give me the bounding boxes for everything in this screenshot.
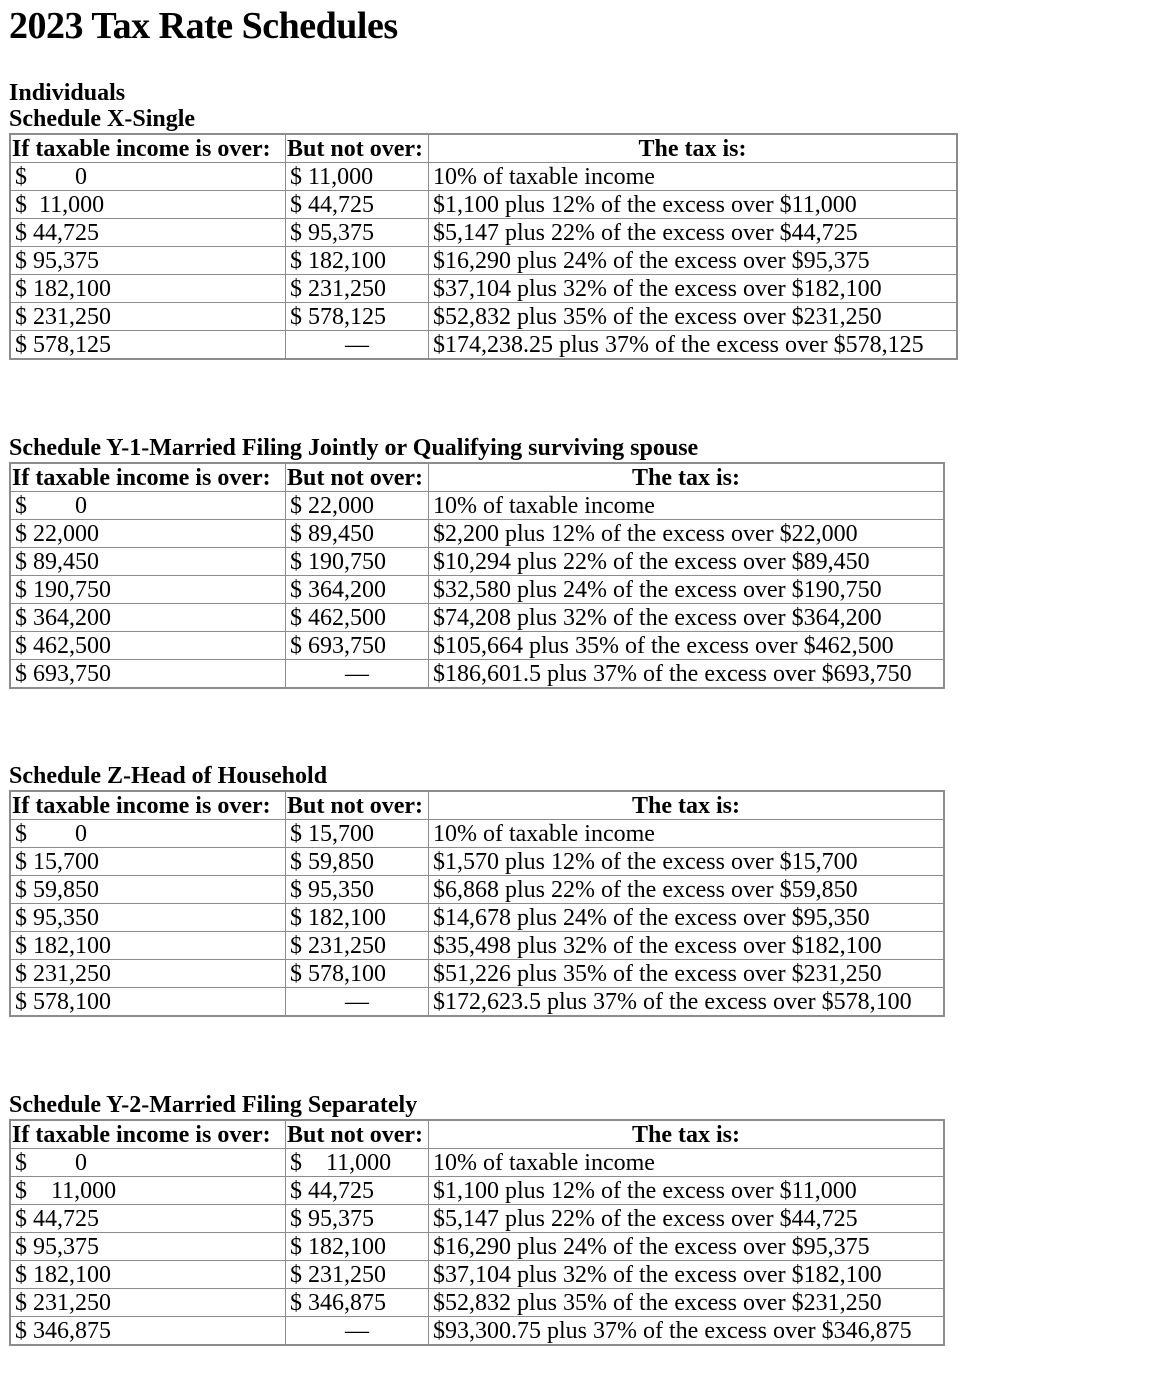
table-row	[10, 548, 944, 576]
cell-over: $ 190,750	[10, 576, 286, 604]
table-row	[10, 988, 944, 1017]
cell-over: $ 231,250	[10, 303, 286, 331]
schedule-z-table	[9, 790, 945, 1017]
cell-over: $ 11,000	[10, 191, 286, 219]
cell-over: $ 95,375	[10, 247, 286, 275]
header-over: If taxable income is over:	[10, 134, 286, 163]
cell-tax: $6,868 plus 22% of the excess over $59,850	[429, 876, 945, 904]
header-not-over: But not over:	[286, 791, 429, 820]
cell-not-over: $ 89,450	[286, 520, 429, 548]
cell-not-over: —	[286, 988, 429, 1017]
cell-not-over: $ 578,125	[286, 303, 429, 331]
header-tax: The tax is:	[429, 1120, 945, 1149]
table-row	[10, 520, 944, 548]
schedule-y1-title: Schedule Y-1-Married Filing Jointly or Qualifying surviving spouse	[9, 435, 699, 461]
table-row	[10, 1317, 944, 1346]
cell-tax: $51,226 plus 35% of the excess over $231,250	[429, 960, 945, 988]
page-title: 2023 Tax Rate Schedules	[9, 5, 398, 47]
cell-tax: 10% of taxable income	[429, 820, 945, 848]
table-row	[10, 1205, 944, 1233]
table-row	[10, 1177, 944, 1205]
cell-not-over: $ 44,725	[286, 1177, 429, 1205]
cell-not-over: $ 231,250	[286, 1261, 429, 1289]
cell-not-over: —	[286, 660, 429, 689]
cell-tax: $5,147 plus 22% of the excess over $44,725	[429, 1205, 945, 1233]
cell-not-over: $ 693,750	[286, 632, 429, 660]
cell-tax: $172,623.5 plus 37% of the excess over $578,100	[429, 988, 945, 1017]
cell-not-over: —	[286, 1317, 429, 1346]
cell-tax: $174,238.25 plus 37% of the excess over $578,125	[429, 331, 958, 360]
cell-tax: $74,208 plus 32% of the excess over $364,200	[429, 604, 945, 632]
schedule-y2-title: Schedule Y-2-Married Filing Separately	[9, 1092, 418, 1118]
cell-tax: $186,601.5 plus 37% of the excess over $693,750	[429, 660, 945, 689]
cell-tax: $16,290 plus 24% of the excess over $95,375	[429, 1233, 945, 1261]
schedule-z-title: Schedule Z-Head of Household	[9, 763, 328, 789]
header-tax: The tax is:	[429, 134, 958, 163]
cell-not-over: —	[286, 331, 429, 360]
subtitle-individuals: Individuals	[9, 80, 126, 106]
header-not-over: But not over:	[286, 134, 429, 163]
cell-not-over: $ 182,100	[286, 904, 429, 932]
cell-over: $ 182,100	[10, 1261, 286, 1289]
cell-not-over: $ 231,250	[286, 932, 429, 960]
cell-not-over: $ 190,750	[286, 548, 429, 576]
cell-tax: $1,100 plus 12% of the excess over $11,000	[429, 1177, 945, 1205]
cell-tax: $32,580 plus 24% of the excess over $190,750	[429, 576, 945, 604]
table-header-row	[10, 791, 944, 820]
cell-over: $ 364,200	[10, 604, 286, 632]
cell-not-over: $ 11,000	[286, 163, 429, 191]
cell-over: $ 0	[10, 820, 286, 848]
cell-not-over: $ 15,700	[286, 820, 429, 848]
table-row	[10, 191, 957, 219]
cell-not-over: $ 182,100	[286, 247, 429, 275]
cell-tax: $93,300.75 plus 37% of the excess over $346,875	[429, 1317, 945, 1346]
table-row	[10, 275, 957, 303]
table-header-row	[10, 463, 944, 492]
table-row	[10, 604, 944, 632]
header-over: If taxable income is over:	[10, 1120, 286, 1149]
cell-over: $ 231,250	[10, 1289, 286, 1317]
cell-over: $ 578,100	[10, 988, 286, 1017]
table-header-row	[10, 134, 957, 163]
table-row	[10, 247, 957, 275]
table-row	[10, 820, 944, 848]
table-row	[10, 1289, 944, 1317]
cell-not-over: $ 462,500	[286, 604, 429, 632]
cell-tax: $1,570 plus 12% of the excess over $15,700	[429, 848, 945, 876]
cell-tax: $35,498 plus 32% of the excess over $182,100	[429, 932, 945, 960]
table-row	[10, 848, 944, 876]
header-not-over: But not over:	[286, 463, 429, 492]
table-row	[10, 660, 944, 689]
cell-over: $ 15,700	[10, 848, 286, 876]
cell-over: $ 693,750	[10, 660, 286, 689]
table-row	[10, 904, 944, 932]
header-tax: The tax is:	[429, 463, 945, 492]
table-row	[10, 932, 944, 960]
header-over: If taxable income is over:	[10, 791, 286, 820]
cell-over: $ 578,125	[10, 331, 286, 360]
header-over: If taxable income is over:	[10, 463, 286, 492]
cell-not-over: $ 11,000	[286, 1149, 429, 1177]
cell-not-over: $ 231,250	[286, 275, 429, 303]
cell-tax: $14,678 plus 24% of the excess over $95,350	[429, 904, 945, 932]
cell-tax: $52,832 plus 35% of the excess over $231,250	[429, 303, 958, 331]
cell-over: $ 0	[10, 1149, 286, 1177]
cell-tax: $10,294 plus 22% of the excess over $89,450	[429, 548, 945, 576]
cell-over: $ 22,000	[10, 520, 286, 548]
table-row	[10, 163, 957, 191]
cell-over: $ 0	[10, 492, 286, 520]
table-row	[10, 576, 944, 604]
cell-tax: $1,100 plus 12% of the excess over $11,000	[429, 191, 958, 219]
cell-over: $ 59,850	[10, 876, 286, 904]
schedule-y1-table	[9, 462, 945, 689]
table-row	[10, 1149, 944, 1177]
cell-tax: $105,664 plus 35% of the excess over $462,500	[429, 632, 945, 660]
cell-tax: 10% of taxable income	[429, 163, 958, 191]
cell-over: $ 95,375	[10, 1233, 286, 1261]
cell-not-over: $ 578,100	[286, 960, 429, 988]
cell-tax: $2,200 plus 12% of the excess over $22,000	[429, 520, 945, 548]
cell-tax: 10% of taxable income	[429, 1149, 945, 1177]
header-tax: The tax is:	[429, 791, 945, 820]
cell-tax: $37,104 plus 32% of the excess over $182,100	[429, 275, 958, 303]
schedule-x-table	[9, 133, 958, 360]
table-header-row	[10, 1120, 944, 1149]
cell-tax: $5,147 plus 22% of the excess over $44,725	[429, 219, 958, 247]
table-row	[10, 219, 957, 247]
header-not-over: But not over:	[286, 1120, 429, 1149]
cell-over: $ 231,250	[10, 960, 286, 988]
cell-over: $ 462,500	[10, 632, 286, 660]
cell-tax: $37,104 plus 32% of the excess over $182,100	[429, 1261, 945, 1289]
cell-over: $ 11,000	[10, 1177, 286, 1205]
cell-not-over: $ 95,375	[286, 219, 429, 247]
table-row	[10, 876, 944, 904]
cell-not-over: $ 59,850	[286, 848, 429, 876]
table-row	[10, 303, 957, 331]
cell-tax: $52,832 plus 35% of the excess over $231,250	[429, 1289, 945, 1317]
cell-over: $ 95,350	[10, 904, 286, 932]
schedule-y2-table	[9, 1119, 945, 1346]
cell-not-over: $ 346,875	[286, 1289, 429, 1317]
cell-tax: $16,290 plus 24% of the excess over $95,375	[429, 247, 958, 275]
cell-not-over: $ 44,725	[286, 191, 429, 219]
cell-tax: 10% of taxable income	[429, 492, 945, 520]
table-row	[10, 1261, 944, 1289]
table-row	[10, 1233, 944, 1261]
cell-not-over: $ 95,350	[286, 876, 429, 904]
cell-not-over: $ 95,375	[286, 1205, 429, 1233]
table-row	[10, 331, 957, 360]
cell-not-over: $ 364,200	[286, 576, 429, 604]
cell-over: $ 182,100	[10, 275, 286, 303]
cell-over: $ 44,725	[10, 219, 286, 247]
schedule-x-title: Schedule X-Single	[9, 106, 196, 132]
table-row	[10, 960, 944, 988]
table-row	[10, 492, 944, 520]
cell-not-over: $ 182,100	[286, 1233, 429, 1261]
cell-not-over: $ 22,000	[286, 492, 429, 520]
cell-over: $ 0	[10, 163, 286, 191]
cell-over: $ 89,450	[10, 548, 286, 576]
table-row	[10, 632, 944, 660]
cell-over: $ 182,100	[10, 932, 286, 960]
cell-over: $ 346,875	[10, 1317, 286, 1346]
cell-over: $ 44,725	[10, 1205, 286, 1233]
